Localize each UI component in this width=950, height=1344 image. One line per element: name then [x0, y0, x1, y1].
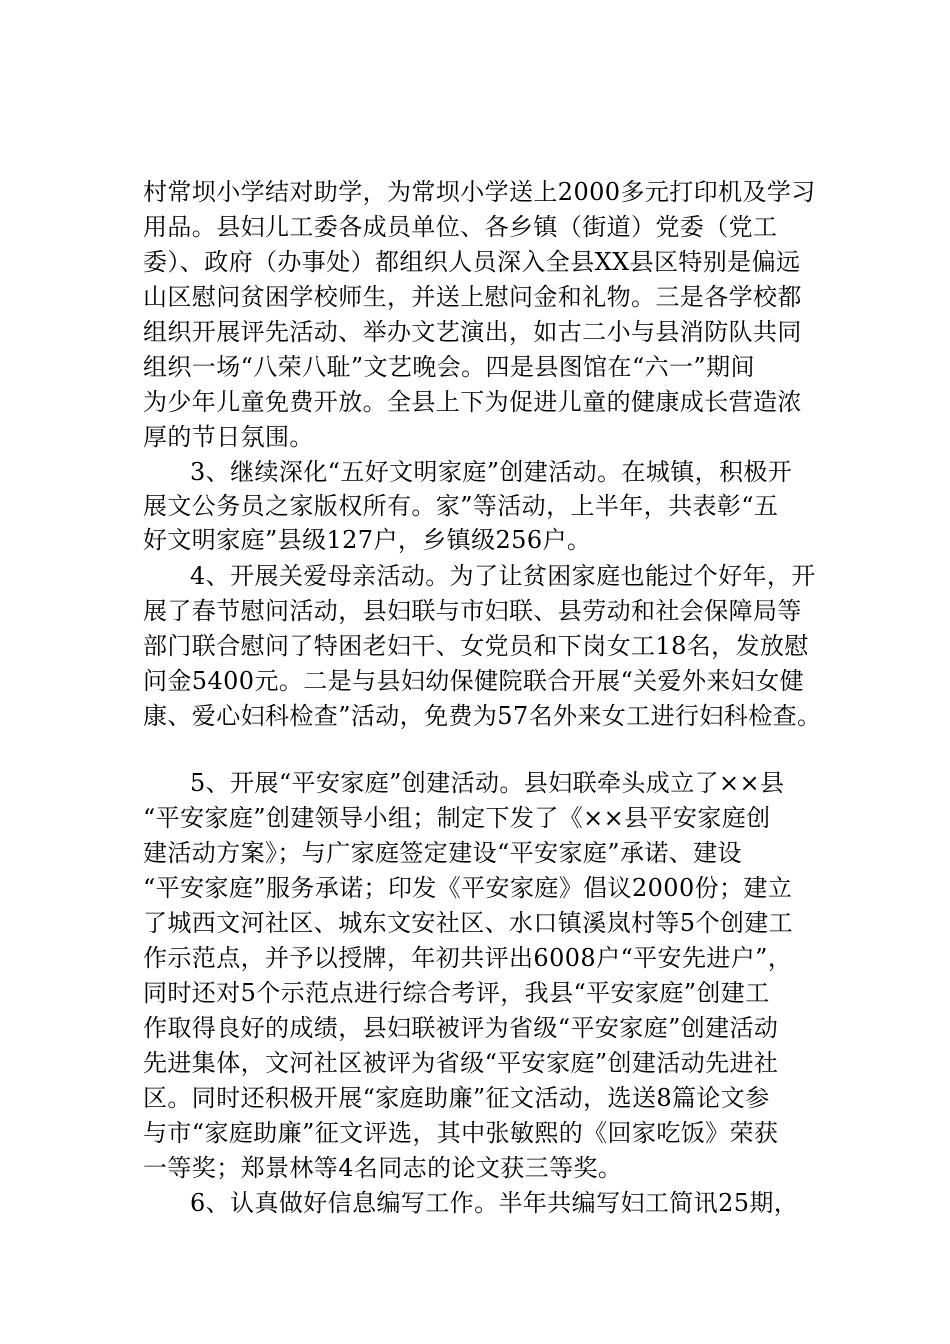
text-line: 村常坝小学结对助学，为常坝小学送上2000多元打印机及学习: [143, 178, 816, 206]
text-line: 3、继续深化“五好文明家庭”创建活动。在城镇，积极开: [190, 458, 793, 486]
text-line: 一等奖；郑景林等4名同志的论文获三等奖。: [143, 1154, 623, 1182]
text-line: 展了春节慰问活动，县妇联与市妇联、县劳动和社会保障局等: [143, 597, 802, 625]
text-line: 康、爱心妇科检查”活动，免费为57名外来女工进行妇科检查。: [143, 702, 822, 730]
text-line: 组织开展评先活动、举办文艺演出，如古二小与县消防队共同: [143, 318, 802, 346]
text-line: 与市“家庭助廉”征文评选，其中张敏熙的《回家吃饭》荣获: [143, 1119, 779, 1147]
text-line: “平安家庭”创建领导小组；制定下发了《××县平安家庭创: [143, 804, 771, 832]
text-line: 组织一场“八荣八耻”文艺晚会。四是县图馆在“六一”期间: [143, 353, 755, 381]
text-line: 山区慰问贫困学校师生，并送上慰问金和礼物。三是各学校都: [143, 283, 802, 311]
text-line: 区。同时还积极开展“家庭助廉”征文活动，选送8篇论文参: [143, 1084, 770, 1112]
text-line: 建活动方案》；与广家庭签定建设“平安家庭”承诺、建设: [143, 839, 742, 867]
text-line: 委）、政府（办事处）都组织人员深入全县XX县区特别是偏远: [143, 248, 801, 276]
text-line: 厚的节日氛围。: [143, 423, 314, 451]
text-line: 用品。县妇儿工委各成员单位、各乡镇（街道）党委（党工: [143, 213, 778, 241]
text-line: 5、开展“平安家庭”创建活动。县妇联牵头成立了××县: [190, 769, 785, 797]
text-line: 问金5400元。二是与县妇幼保健院联合开展“关爱外来妇女健: [143, 667, 804, 695]
text-line: 作取得良好的成绩，县妇联被评为省级“平安家庭”创建活动: [143, 1014, 779, 1042]
text-line: 展文公务员之家版权所有。家”等活动，上半年，共表彰“五: [143, 492, 779, 520]
text-line: 为少年儿童免费开放。全县上下为促进儿童的健康成长营造浓: [143, 388, 802, 416]
text-line: 部门联合慰问了特困老妇干、女党员和下岗女工18名，发放慰: [143, 632, 809, 660]
text-line: 4、开展关爱母亲活动。为了让贫困家庭也能过个好年，开: [190, 562, 816, 590]
text-line: 先进集体，文河社区被评为省级“平安家庭”创建活动先进社: [143, 1049, 779, 1077]
text-line: 作示范点，并予以授牌，年初共评出6008户“平安先进户”，: [143, 944, 793, 972]
text-line: 了城西文河社区、城东文安社区、水口镇溪岚村等5个创建工: [143, 909, 794, 937]
text-line: 同时还对5个示范点进行综合考评，我县“平安家庭”创建工: [143, 979, 770, 1007]
text-line: “平安家庭”服务承诺；印发《平安家庭》倡议2000份；建立: [143, 874, 793, 902]
text-line: 6、认真做好信息编写工作。半年共编写妇工简讯25期，: [190, 1189, 799, 1217]
text-line: 好文明家庭”县级127户，乡镇级256户。: [143, 526, 592, 554]
